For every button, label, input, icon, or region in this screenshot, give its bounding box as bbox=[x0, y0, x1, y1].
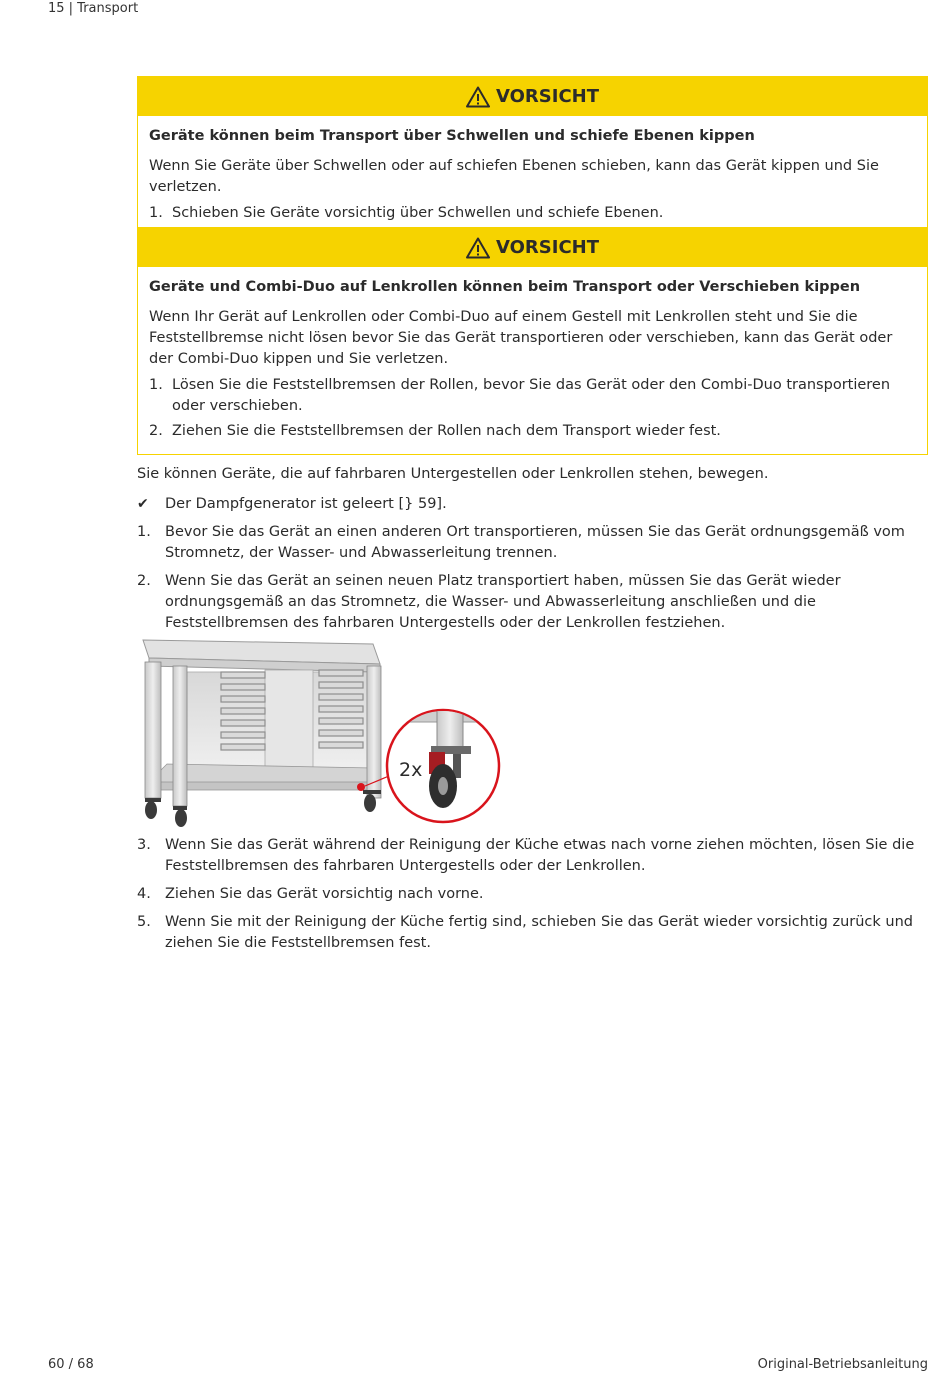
document-title: Original-Betriebsanleitung bbox=[757, 1357, 928, 1372]
checkmark-icon: ✔ bbox=[137, 496, 149, 512]
page-number: 60 / 68 bbox=[48, 1357, 94, 1372]
warning-text: Wenn Sie Geräte über Schwellen oder auf schiefen Ebenen schieben, kann das Gerät kippen und Sie verletzen. bbox=[149, 158, 879, 195]
warning-text: Wenn Ihr Gerät auf Lenkrollen oder Combi-Duo auf einem Gestell mit Lenkrollen steht und Sie die Feststellbremse nicht lösen bevor Sie das Gerät transportieren oder verschieben, kann das Gerät oder der Combi-Duo kippen und Sie verletzen. bbox=[149, 309, 893, 367]
step-text: Wenn Sie mit der Reinigung der Küche fertig sind, schieben Sie das Gerät wieder vorsichtig zurück und ziehen Sie die Feststellbremsen fest. bbox=[165, 914, 913, 951]
list-item bbox=[137, 571, 928, 634]
warning-header bbox=[138, 77, 927, 116]
list-item bbox=[137, 522, 928, 564]
stand-drawing bbox=[137, 636, 507, 831]
list-item bbox=[137, 884, 928, 905]
warning-triangle-icon bbox=[466, 237, 490, 259]
steps-list-b bbox=[137, 835, 928, 954]
warning-header bbox=[138, 228, 927, 267]
step-text: Wenn Sie das Gerät während der Reinigung der Küche etwas nach vorne ziehen möchten, lösen Sie die Feststellbremsen des fahrbaren Untergestells oder der Lenkrollen. bbox=[165, 837, 915, 874]
intro-text: Sie können Geräte, die auf fahrbaren Untergestellen oder Lenkrollen stehen, bewegen. bbox=[137, 466, 769, 482]
warning-title: Geräte und Combi-Duo auf Lenkrollen können beim Transport oder Verschieben kippen bbox=[149, 279, 861, 295]
step-number: 2. bbox=[149, 423, 163, 439]
step-number: 1. bbox=[149, 377, 163, 393]
list-item bbox=[137, 912, 928, 954]
list-item bbox=[149, 421, 916, 442]
list-item bbox=[149, 203, 916, 224]
warning-steps bbox=[149, 203, 916, 224]
step-text: Lösen Sie die Feststellbremsen der Rollen, bevor Sie das Gerät oder den Combi-Duo transportieren oder verschieben. bbox=[172, 377, 891, 414]
step-number: 5. bbox=[137, 914, 151, 930]
precondition-item bbox=[137, 494, 928, 515]
stand-illustration bbox=[137, 636, 507, 831]
cleaning-instructions bbox=[137, 835, 928, 961]
warning-triangle-icon bbox=[466, 86, 490, 108]
steps-list-a bbox=[137, 522, 928, 634]
warning-title: Geräte können beim Transport über Schwellen und schiefe Ebenen kippen bbox=[149, 128, 755, 144]
section-header: 15 | Transport bbox=[48, 1, 139, 16]
step-number: 1. bbox=[137, 524, 151, 540]
step-number: 2. bbox=[137, 573, 151, 589]
warning-box-thresholds bbox=[137, 76, 928, 237]
step-text: Wenn Sie das Gerät an seinen neuen Platz transportiert haben, müssen Sie das Gerät wieder ordnungsgemäß an das Stromnetz, die Wasser- und Abwasserleitung anschließen und die Feststellbremsen des fahrbaren Untergestells oder der Lenkrollen festziehen. bbox=[165, 573, 841, 631]
warning-label: VORSICHT bbox=[496, 237, 599, 258]
step-text: Schieben Sie Geräte vorsichtig über Schwellen und schiefe Ebenen. bbox=[172, 205, 664, 221]
precondition-text: Der Dampfgenerator ist geleert [} 59]. bbox=[165, 496, 447, 512]
step-number: 4. bbox=[137, 886, 151, 902]
list-item bbox=[149, 375, 916, 417]
callout-count: 2x bbox=[399, 759, 423, 781]
step-number: 1. bbox=[149, 205, 163, 221]
precondition-list bbox=[137, 494, 928, 515]
warning-box-casters bbox=[137, 227, 928, 455]
step-number: 3. bbox=[137, 837, 151, 853]
list-item bbox=[137, 835, 928, 877]
step-text: Ziehen Sie die Feststellbremsen der Rollen nach dem Transport wieder fest. bbox=[172, 423, 721, 439]
warning-label: VORSICHT bbox=[496, 86, 599, 107]
transport-instructions bbox=[137, 464, 928, 641]
step-text: Ziehen Sie das Gerät vorsichtig nach vorne. bbox=[165, 886, 484, 902]
warning-steps bbox=[149, 375, 916, 442]
step-text: Bevor Sie das Gerät an einen anderen Ort transportieren, müssen Sie das Gerät ordnungsgemäß vom Stromnetz, der Wasser- und Abwasserleitung trennen. bbox=[165, 524, 905, 561]
